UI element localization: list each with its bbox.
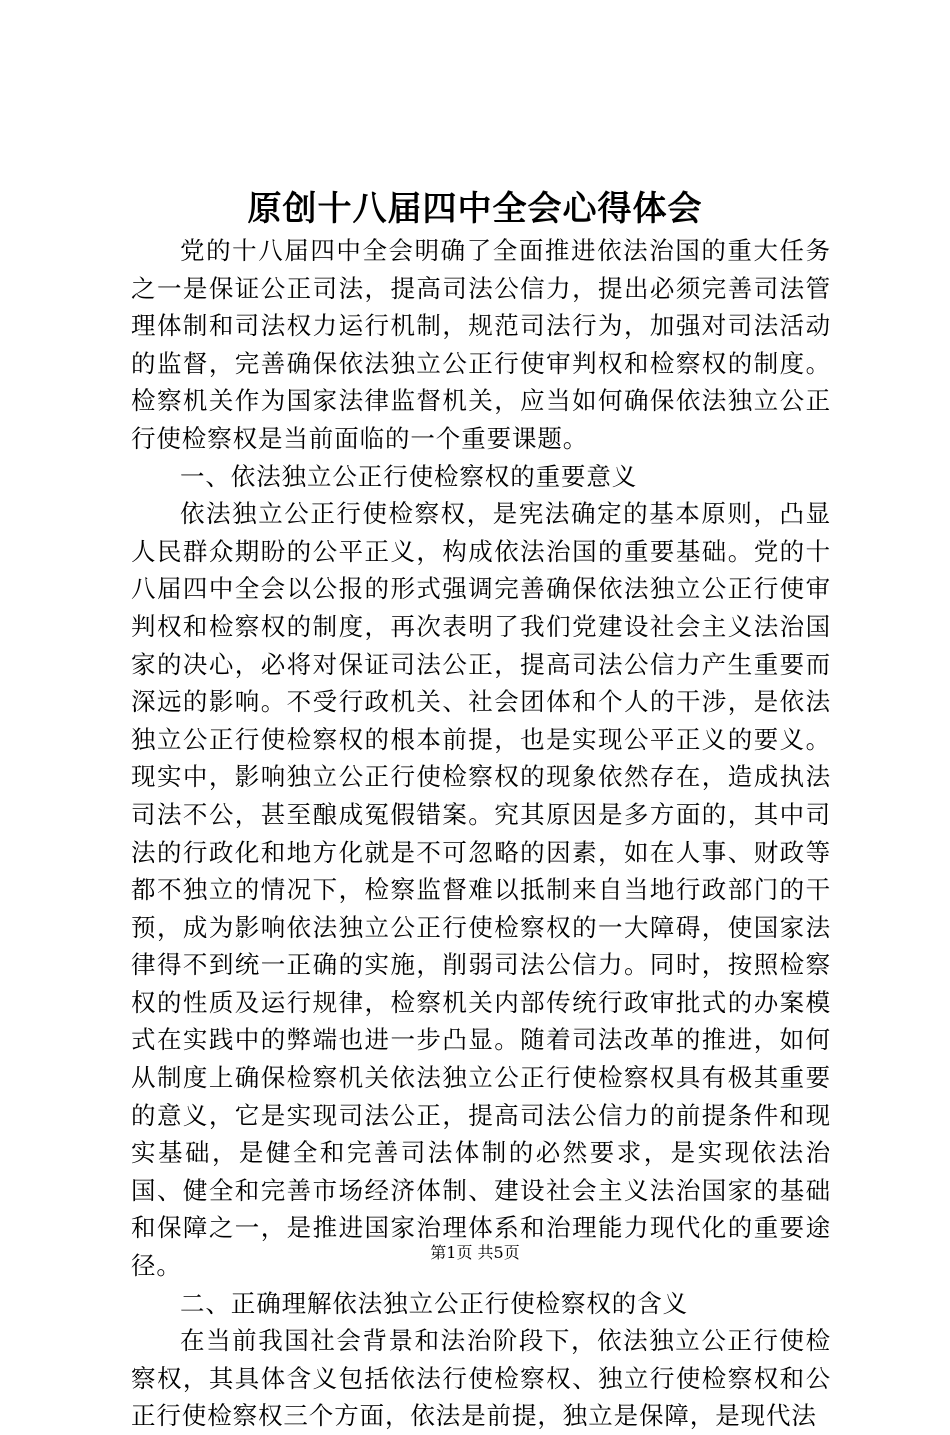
page-number-footer: 第1页 共5页 [430, 1243, 520, 1262]
section-heading-1: 一、依法独立公正行使检察权的重要意义 [180, 461, 638, 491]
page-title: 原创十八届四中全会心得体会 [247, 189, 703, 229]
paragraph-section-1: 依法独立公正行使检察权，是宪法确定的基本原则，凸显人民群众期盼的公平正义，构成依法治国的重要基础。党的十八届四中全会以公报的形式强调完善确保依法独立公正行使审判权和检察权的制度，再次表明了我们党建设社会主义法治国家的决心，必将对保证司法公正，提高司法公信力产生重要而深远的影响。不受行政机关、社会团体和个人的干涉，是依法独立公正行使检察权的根本前提，也是实现公平正义的要义。现实中，影响独立公正行使检察权的现象依然存在，造成执法司法不公，甚至酿成冤假错案。究其原因是多方面的，其中司法的行政化和地方化就是不可忽略的因素，如在人事、财政等都不独立的情况下，检察监督难以抵制来自当地行政部门的干预，成为影响依法独立公正行使检察权的一大障碍，使国家法律得不到统一正确的实施，削弱司法公信力。同时，按照检察权的性质及运行规律，检察机关内部传统行政审批式的办案模式在实践中的弊端也进一步凸显。随着司法改革的推进，如何从制度上确保检察机关依法独立公正行使检察权具有极其重要的意义，它是实现司法公正，提高司法公信力的前提条件和现实基础，是健全和完善司法体制的必然要求，是实现依法治国、健全和完善市场经济体制、建设社会主义法治国家的基础和保障之一，是推进国家治理体系和治理能力现代化的重要途径。 [131, 499, 831, 1281]
section-heading-2: 二、正确理解依法独立公正行使检察权的含义 [180, 1288, 688, 1318]
paragraph-section-2: 在当前我国社会背景和法治阶段下，依法独立公正行使检察权，其具体含义包括依法行使检察权、独立行使检察权和公正行使检察权三个方面，依法是前提，独立是保障，是现代法 [131, 1326, 831, 1431]
paragraph-intro: 党的十八届四中全会明确了全面推进依法治国的重大任务之一是保证公正司法，提高司法公信力，提出必须完善司法管理体制和司法权力运行机制，规范司法行为，加强对司法活动的监督，完善确保依法独立公正行使审判权和检察权的制度。检察机关作为国家法律监督机关，应当如何确保依法独立公正行使检察权是当前面临的一个重要课题。 [131, 236, 831, 453]
